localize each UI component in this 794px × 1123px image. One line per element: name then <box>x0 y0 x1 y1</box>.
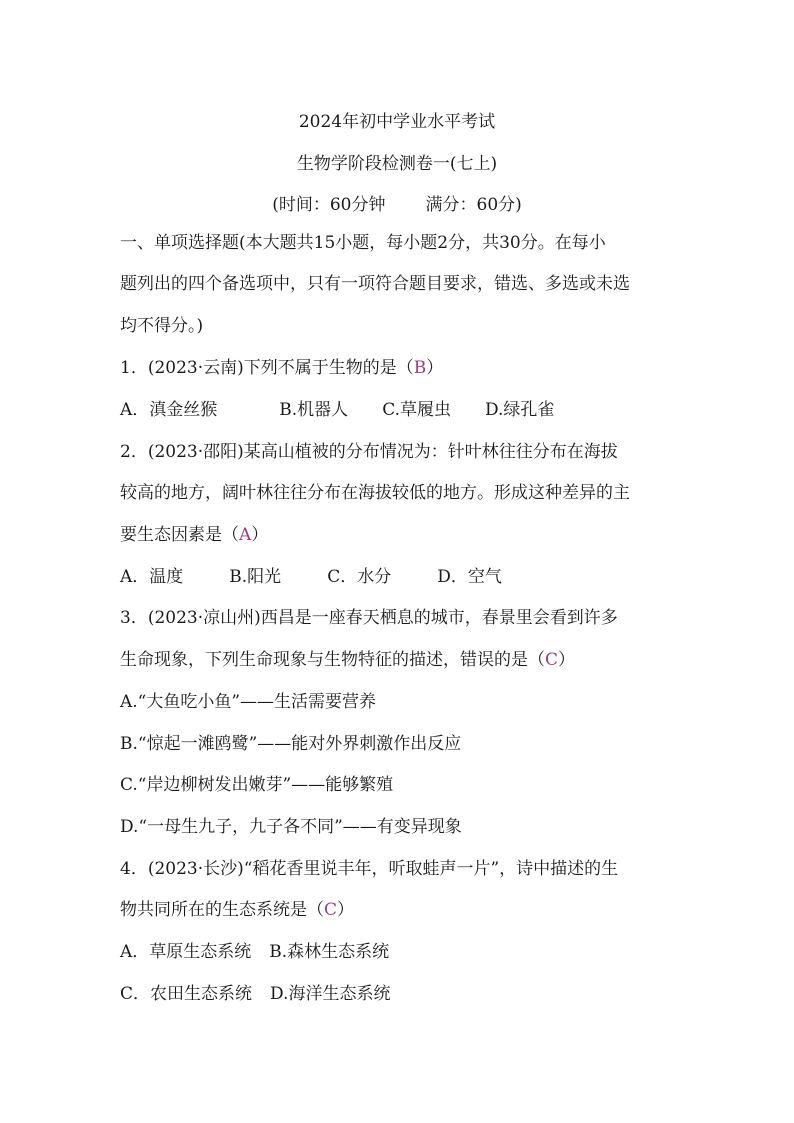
question-2-stem-line-1: 2．(2023·邵阳)某高山植被的分布情况为：针叶林往往分布在海拔 <box>120 442 618 462</box>
option-c: C．水分 <box>327 567 392 587</box>
option-a: A．温度 <box>120 567 184 587</box>
score-label: 满分：60分) <box>425 195 522 215</box>
question-3-answer: C <box>545 650 559 670</box>
option-d: D.海洋生态系统 <box>270 984 391 1004</box>
question-2-stem-line-3: 要生态因素是（A） <box>120 525 269 545</box>
question-4-options-row-2 <box>120 982 680 1006</box>
option-b: B.森林生态系统 <box>269 942 390 962</box>
question-1-stem: 1．(2023·云南)下列不属于生物的是（B） <box>120 358 444 378</box>
exam-time-score <box>0 190 794 215</box>
section-title-line-1: 一、单项选择题(本大题共15小题，每小题2分，共30分。在每小 <box>120 233 606 253</box>
option-c: C.草履虫 <box>382 400 451 420</box>
question-3-option-d: D.“一母生九子，九子各不同”——有变异现象 <box>120 817 462 837</box>
question-3-stem-line-2: 生命现象，下列生命现象与生物特征的描述，错误的是（C） <box>120 650 576 670</box>
question-3-stem-line-1: 3．(2023·凉山州)西昌是一座春天栖息的城市，春景里会看到许多 <box>120 608 618 628</box>
question-4-stem-line-1: 4．(2023·长沙)“稻花香里说丰年，听取蛙声一片”，诗中描述的生 <box>120 859 619 879</box>
question-2-answer: A <box>239 525 252 545</box>
question-3-option-a: A.“大鱼吃小鱼”——生活需要营养 <box>120 692 377 712</box>
option-b: B.阳光 <box>229 567 282 587</box>
option-b: B.机器人 <box>279 400 349 420</box>
section-title-line-3: 均不得分。) <box>120 316 204 336</box>
option-a: A．草原生态系统 <box>120 942 252 962</box>
exam-title: 2024年初中学业水平考试 <box>298 112 496 132</box>
question-4-answer: C <box>324 900 338 920</box>
question-1-options <box>120 398 680 422</box>
question-3-option-c: C.“岸边柳树发出嫩芽”——能够繁殖 <box>120 775 394 795</box>
section-title-line-2: 题列出的四个备选项中，只有一项符合题目要求，错选、多选或未选 <box>120 274 630 294</box>
option-d: D．空气 <box>437 567 502 587</box>
time-label: (时间：60分钟 <box>272 195 386 215</box>
question-4-stem-line-2: 物共同所在的生态系统是（C） <box>120 900 355 920</box>
option-a: A．滇金丝猴 <box>120 400 218 420</box>
option-c: C．农田生态系统 <box>120 984 253 1004</box>
question-1-answer: B <box>413 358 427 378</box>
exam-subtitle: 生物学阶段检测卷一(七上) <box>296 154 498 174</box>
option-d: D.绿孔雀 <box>485 400 555 420</box>
question-2-stem-line-2: 较高的地方，阔叶林往往分布在海拔较低的地方。形成这种差异的主 <box>120 483 630 503</box>
question-2-options <box>120 565 680 589</box>
question-4-options-row-1 <box>120 940 680 964</box>
question-3-option-b: B.“惊起一滩鸥鹭”——能对外界刺激作出反应 <box>120 734 462 754</box>
